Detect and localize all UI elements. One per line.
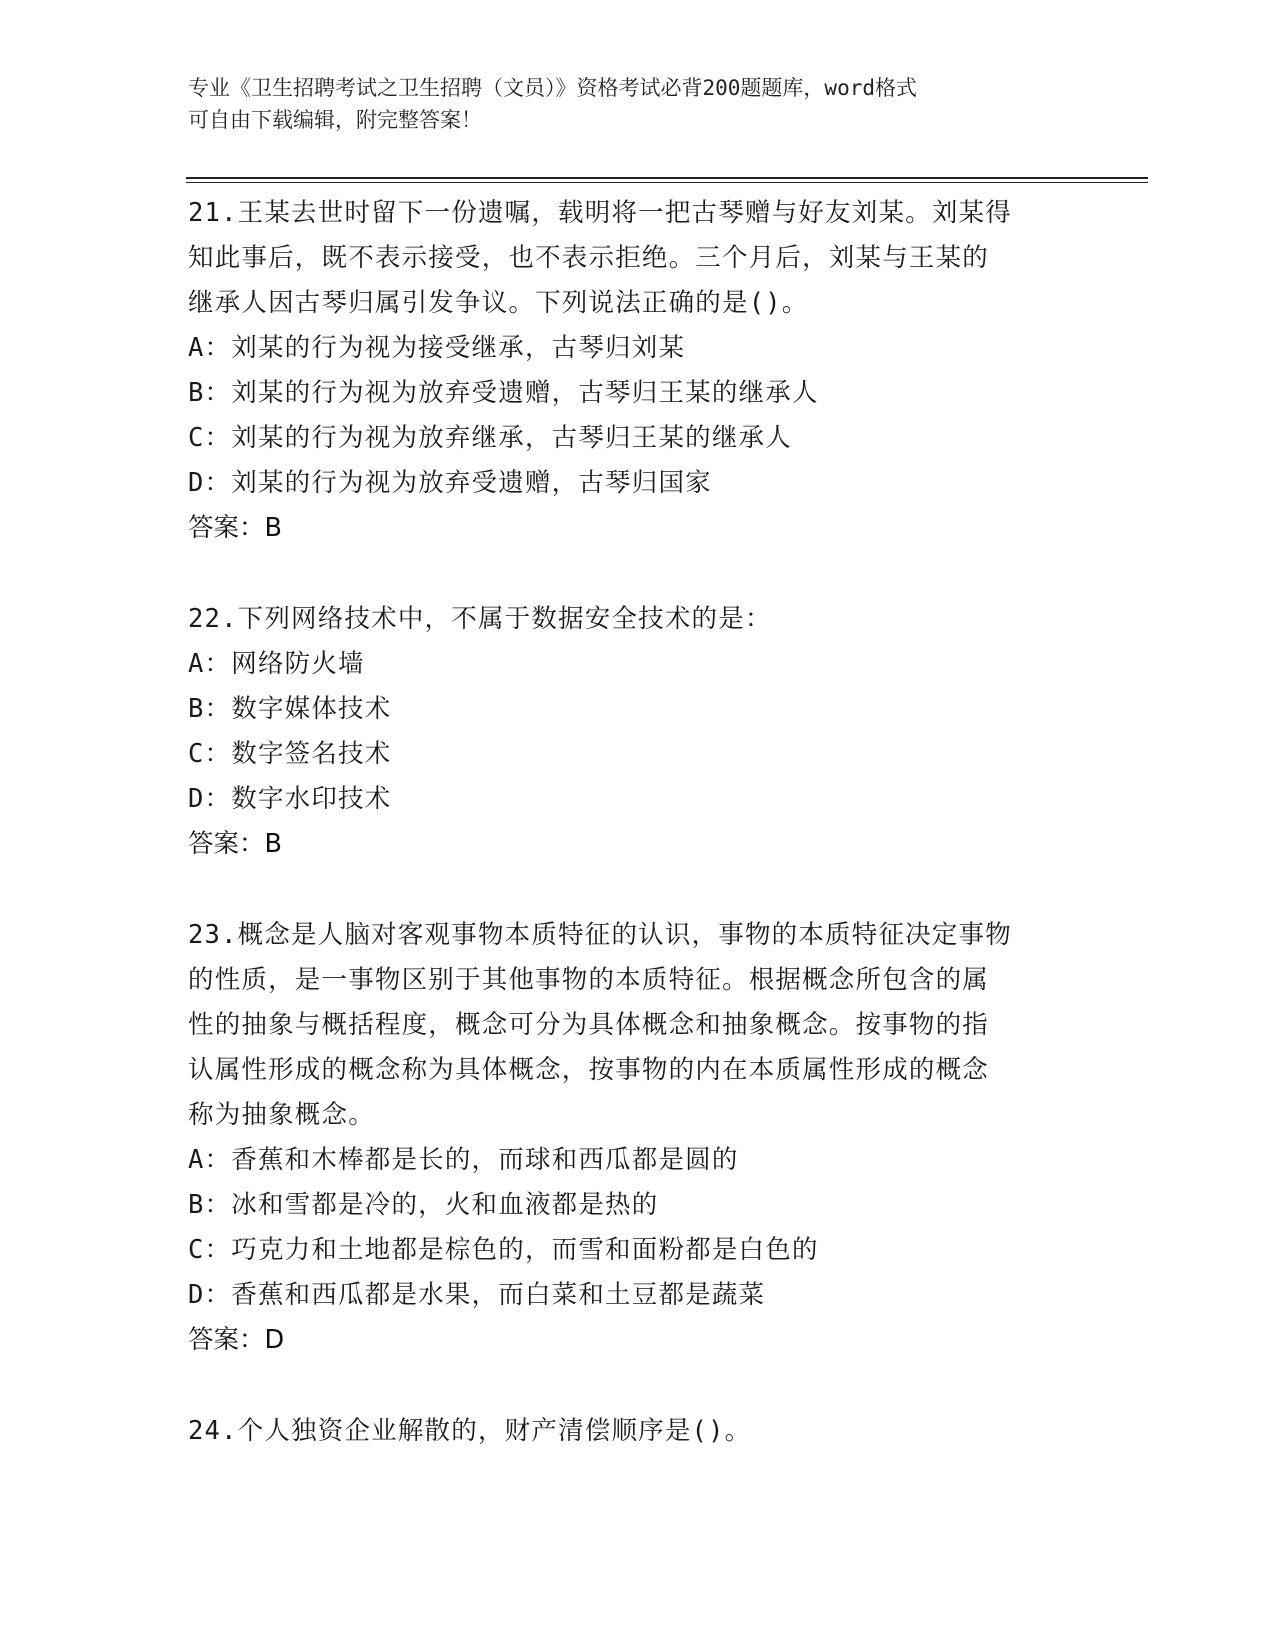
question-22 [188, 597, 1088, 867]
question-stem-line: 继承人因古琴归属引发争议。下列说法正确的是()。 [188, 288, 809, 318]
question-23 [188, 913, 1088, 1363]
option-c: C：刘某的行为视为放弃继承，古琴归王某的继承人 [188, 423, 792, 453]
option-b: B：刘某的行为视为放弃受遗赠，古琴归王某的继承人 [188, 378, 819, 408]
question-stem-line: 23.概念是人脑对客观事物本质特征的认识，事物的本质特征决定事物 [188, 920, 1012, 950]
option-c: C：巧克力和土地都是棕色的，而雪和面粉都是白色的 [188, 1235, 819, 1265]
question-stem-line: 知此事后，既不表示接受，也不表示拒绝。三个月后，刘某与王某的 [188, 243, 990, 273]
question-stem-line: 称为抽象概念。 [188, 1100, 375, 1130]
header-title-line-1: 专业《卫生招聘考试之卫生招聘（文员）》资格考试必背200题题库，word格式 [188, 76, 917, 100]
answer-label: 答案：B [188, 829, 282, 859]
option-d: D：刘某的行为视为放弃受遗赠，古琴归国家 [188, 468, 712, 498]
option-b: B：冰和雪都是冷的，火和血液都是热的 [188, 1190, 659, 1220]
option-d: D：香蕉和西瓜都是水果，而白菜和土豆都是蔬菜 [188, 1280, 766, 1310]
answer-label: 答案：D [188, 1325, 285, 1355]
document-header [188, 72, 1088, 136]
question-21 [188, 191, 1088, 551]
option-d: D：数字水印技术 [188, 784, 392, 814]
question-stem-line: 24.个人独资企业解散的，财产清偿顺序是()。 [188, 1416, 752, 1446]
question-stem-line: 22.下列网络技术中，不属于数据安全技术的是： [188, 604, 772, 634]
question-stem-line: 认属性形成的概念称为具体概念，按事物的内在本质属性形成的概念 [188, 1055, 990, 1085]
option-a: A：网络防火墙 [188, 649, 365, 679]
question-stem-line: 性的抽象与概括程度，概念可分为具体概念和抽象概念。按事物的指 [188, 1010, 990, 1040]
question-stem-line: 的性质，是一事物区别于其他事物的本质特征。根据概念所包含的属 [188, 965, 990, 995]
question-spacer [188, 1363, 1088, 1409]
option-a: A：刘某的行为视为接受继承，古琴归刘某 [188, 333, 686, 363]
option-a: A：香蕉和木棒都是长的，而球和西瓜都是圆的 [188, 1145, 739, 1175]
question-spacer [188, 867, 1088, 913]
header-title-line-2: 可自由下载编辑，附完整答案！ [188, 108, 482, 132]
question-24 [188, 1409, 1088, 1454]
option-c: C：数字签名技术 [188, 739, 392, 769]
question-stem-line: 21.王某去世时留下一份遗嘱，载明将一把古琴赠与好友刘某。刘某得 [188, 198, 1012, 228]
question-list [188, 191, 1088, 1454]
header-divider-thick [186, 177, 1148, 179]
header-divider-thin [186, 182, 1148, 183]
answer-label: 答案：B [188, 513, 282, 543]
option-b: B：数字媒体技术 [188, 694, 392, 724]
question-spacer [188, 551, 1088, 597]
